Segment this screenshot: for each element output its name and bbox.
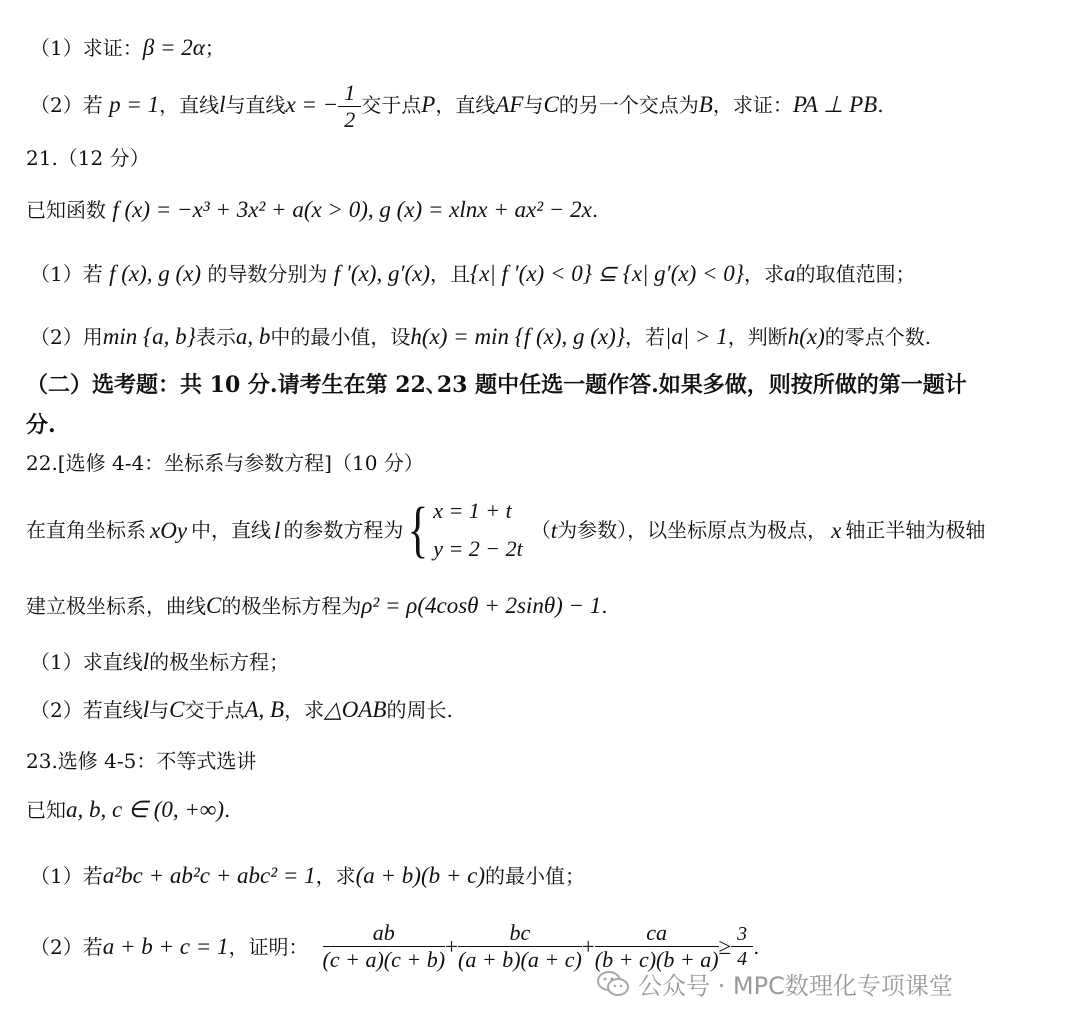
q21-intro-text: 已知函数 bbox=[26, 198, 106, 222]
q22-text1: 在直角坐标系 bbox=[26, 518, 146, 542]
q22-p2-text2: 交于点 bbox=[184, 698, 245, 722]
wechat-icon bbox=[596, 970, 630, 998]
q21-p2-math1: min {a, b} bbox=[102, 324, 196, 349]
q20-part2-text2: 与直线 bbox=[225, 93, 286, 117]
q20-part1-end: ； bbox=[204, 36, 225, 60]
q20-part2-fraction bbox=[338, 82, 361, 131]
q21-part1 bbox=[30, 262, 915, 285]
q20-part2-text6: 的另一个交点为 bbox=[558, 93, 699, 117]
q22-polar-eq: ρ² = ρ(4cosθ + 2sinθ) − 1 bbox=[361, 593, 602, 618]
q23-fraction-3 bbox=[595, 922, 719, 971]
q20-part2-p: p = 1 bbox=[109, 92, 160, 117]
q22-xOy: xOy bbox=[150, 517, 188, 543]
q21-p1-text1: 的导数分别为 bbox=[207, 262, 328, 286]
q23-p2-text: ，证明： bbox=[228, 934, 309, 959]
q20-part2-text4: ，直线 bbox=[435, 93, 496, 117]
q21-p2-math4: |a| > 1 bbox=[665, 324, 728, 349]
q22-p2-triangle: △OAB bbox=[324, 697, 387, 722]
q23-intro-math: a, b, c ∈ (0, +∞) bbox=[66, 797, 224, 822]
watermark bbox=[596, 966, 953, 1001]
q23-p1-math: a²bc + ab²c + abc² = 1 bbox=[102, 863, 316, 888]
q23-fraction-1 bbox=[323, 922, 446, 971]
q23-rhs-den: 4 bbox=[737, 948, 748, 970]
q22-system bbox=[433, 492, 523, 568]
q23-p1-math2: (a + b)(b + c) bbox=[355, 863, 485, 888]
q22-line2 bbox=[26, 594, 608, 617]
q20-part2-x: x = − bbox=[285, 92, 339, 117]
q22-line2-end: . bbox=[601, 594, 608, 618]
q20-part2 bbox=[30, 82, 884, 131]
q23-p2-math: a + b + c = 1 bbox=[102, 934, 229, 959]
q23-p1-label: （1）若 bbox=[30, 864, 103, 888]
q21-p2-math5: h(x) bbox=[787, 324, 825, 349]
q20-part2-AF: AF bbox=[495, 92, 524, 117]
q22-text2: 中，直线 bbox=[191, 518, 272, 542]
q23-f1-den: (c + a)(c + b) bbox=[322, 947, 446, 972]
q23-p1-text2: 的最小值； bbox=[485, 864, 585, 888]
q21-header: 21.（12 分） bbox=[26, 146, 150, 170]
q21-intro-math: f (x) = −x³ + 3x² + a(x > 0), g (x) = xlnx + ax² − 2x bbox=[112, 197, 592, 222]
q23-intro-text: 已知 bbox=[26, 798, 66, 822]
q22-eq2: y = 2 − 2t bbox=[433, 536, 523, 561]
q23-intro-end: . bbox=[223, 798, 231, 822]
q21-p1-math1: f (x), g (x) bbox=[109, 261, 202, 286]
q21-p1-a: a bbox=[783, 261, 796, 286]
q20-part2-B: B bbox=[698, 92, 713, 117]
q23-p1-text1: ，求 bbox=[315, 864, 356, 888]
q22-text3: 的参数方程为 bbox=[283, 518, 404, 542]
q20-part2-text5: 与 bbox=[523, 93, 544, 117]
q21-p1-text2: ，且 bbox=[430, 262, 471, 286]
q22-eq1: x = 1 + t bbox=[433, 498, 512, 523]
q22-text4b: 为参数），以坐标原点为极点， bbox=[557, 518, 828, 542]
q22-x: x bbox=[831, 517, 842, 543]
q20-part2-text1: ，直线 bbox=[159, 93, 220, 117]
q23-plus-1: + bbox=[445, 934, 459, 959]
q22-line2-text: 建立极坐标系，曲线 bbox=[26, 594, 206, 618]
q20-frac-num: 1 bbox=[338, 82, 361, 107]
q23-rhs-num: 3 bbox=[731, 924, 753, 947]
q22-part2 bbox=[30, 698, 453, 721]
q23-fraction-2 bbox=[458, 922, 582, 971]
q22-p2-AB: A, B bbox=[244, 697, 285, 722]
q23-f3-den: (b + c)(b + a) bbox=[594, 947, 719, 972]
q22-text4a: （ bbox=[530, 518, 551, 542]
q22-p1-l: l bbox=[142, 649, 150, 674]
q22-p2-text1: 与 bbox=[149, 698, 170, 722]
q22-line1 bbox=[26, 492, 985, 568]
q21-p2-text3: ，若 bbox=[625, 325, 666, 349]
q22-p1-text: 的极坐标方程； bbox=[149, 650, 290, 674]
q21-part2 bbox=[30, 325, 931, 348]
q22-C: C bbox=[206, 593, 222, 618]
q23-p2-label: （2）若 bbox=[30, 934, 103, 959]
q21-p1-text4: 的取值范围； bbox=[795, 262, 916, 286]
q22-p2-text3: ，求 bbox=[284, 698, 325, 722]
q20-part1-math: β = 2α bbox=[142, 35, 205, 60]
q23-f2-num: bc bbox=[458, 922, 582, 947]
q22-p1-label: （1）求直线 bbox=[30, 650, 143, 674]
q22-p2-text4: 的周长. bbox=[386, 698, 453, 722]
q20-part2-conclusion: PA ⊥ PB bbox=[792, 92, 878, 117]
q22-line2-text2: 的极坐标方程为 bbox=[221, 594, 362, 618]
q21-p2-text2: 中的最小值，设 bbox=[270, 325, 411, 349]
q23-relation: ≥ bbox=[718, 934, 732, 959]
q21-intro-end: . bbox=[591, 198, 599, 222]
q22-part1 bbox=[30, 650, 289, 673]
q23-plus-2: + bbox=[581, 934, 595, 959]
q20-part2-text3: 交于点 bbox=[361, 93, 422, 117]
q20-part1 bbox=[30, 36, 225, 59]
section2-heading-line1: （二）选考题：共 10 分.请考生在第 22､23 题中任选一题作答.如果多做，则按所做的第一题计 bbox=[26, 372, 967, 398]
q22-brace: { bbox=[407, 496, 429, 564]
q22-p2-l: l bbox=[142, 697, 150, 722]
q23-end: . bbox=[753, 934, 760, 959]
q21-p1-label: （1）若 bbox=[30, 262, 103, 286]
q21-p1-math2: f ′(x), g′(x) bbox=[333, 261, 431, 286]
q23-part1 bbox=[30, 864, 585, 887]
q22-t: t bbox=[550, 517, 558, 543]
q23-header: 23.选修 4-5：不等式选讲 bbox=[26, 749, 257, 773]
watermark-text: 公众号 · MPC数理化专项课堂 bbox=[638, 972, 953, 1000]
q21-p2-text4: ，判断 bbox=[727, 325, 788, 349]
q21-p1-math3: {x| f ′(x) < 0} ⊆ {x| g′(x) < 0} bbox=[470, 261, 744, 286]
q22-l: l bbox=[274, 517, 281, 543]
section2-heading-line2: 分. bbox=[26, 412, 56, 438]
q21-p1-text3: ，求 bbox=[743, 262, 784, 286]
q21-p2-label: （2）用 bbox=[30, 325, 103, 349]
q20-frac-den: 2 bbox=[344, 107, 356, 132]
q21-intro bbox=[26, 198, 598, 221]
q22-p2-label: （2）若直线 bbox=[30, 698, 143, 722]
q21-p2-text1: 表示 bbox=[195, 325, 236, 349]
q21-p2-text5: 的零点个数. bbox=[824, 325, 932, 349]
q20-part2-end: . bbox=[877, 93, 884, 117]
q23-f2-den: (a + b)(a + c) bbox=[458, 947, 582, 972]
q22-header: 22.[选修 4-4：坐标系与参数方程]（10 分） bbox=[26, 451, 424, 475]
q23-part2 bbox=[30, 922, 760, 971]
q21-p2-math3: h(x) = min {f (x), g (x)} bbox=[410, 324, 626, 349]
q20-part2-C: C bbox=[543, 92, 559, 117]
q23-intro bbox=[26, 798, 230, 821]
q20-part2-l: l bbox=[219, 92, 226, 117]
q22-text5: 轴正半轴为极轴 bbox=[845, 518, 986, 542]
q23-rhs-fraction bbox=[731, 924, 753, 969]
q20-part1-label: （1）求证： bbox=[30, 36, 143, 60]
q23-f3-num: ca bbox=[595, 922, 719, 947]
q23-f1-num: ab bbox=[323, 922, 446, 947]
q20-part2-label: （2）若 bbox=[30, 93, 103, 117]
q20-part2-P: P bbox=[421, 92, 436, 117]
q20-part2-text7: ，求证： bbox=[712, 93, 793, 117]
q22-p2-C: C bbox=[169, 697, 185, 722]
q21-p2-math2: a, b bbox=[235, 324, 271, 349]
